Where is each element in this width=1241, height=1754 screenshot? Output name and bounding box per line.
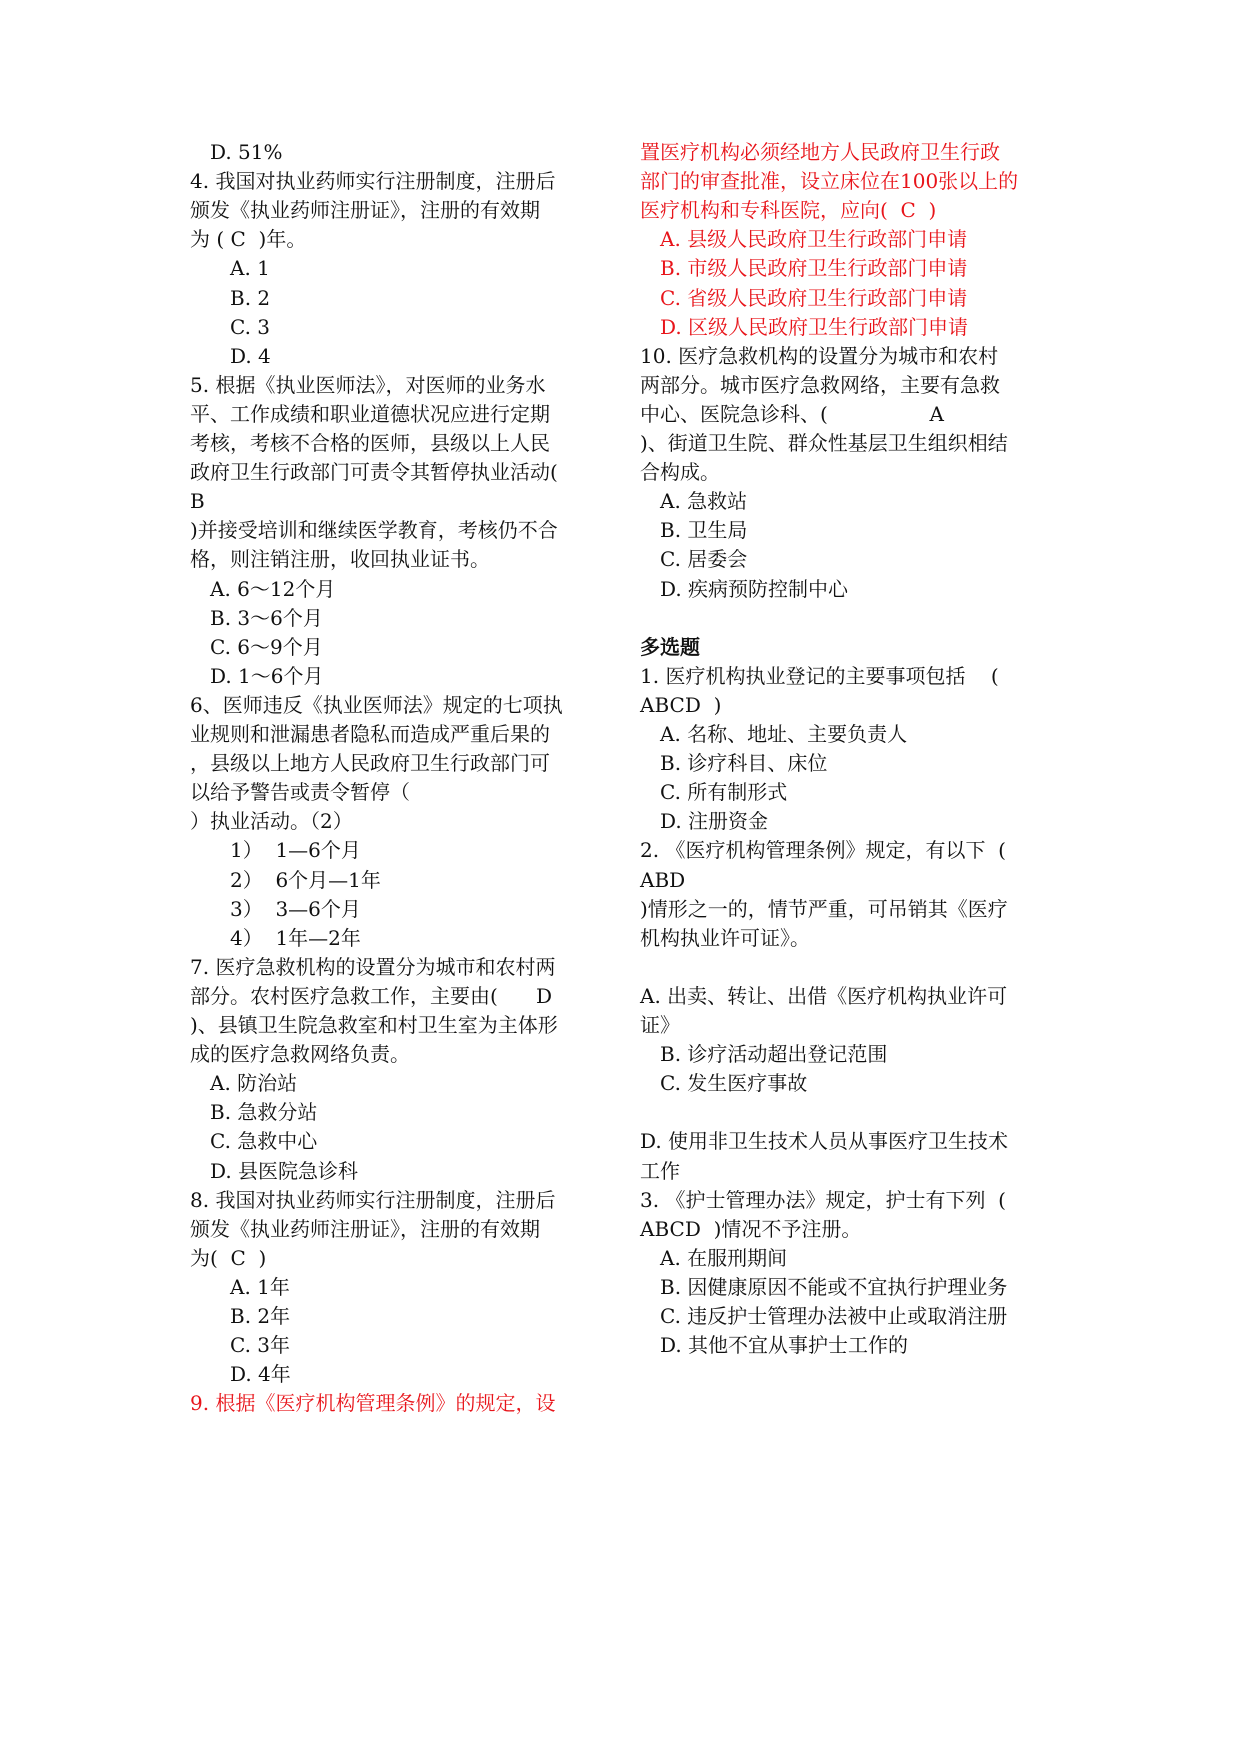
text-line: B bbox=[190, 489, 205, 514]
text-line: ）执业活动。（2） bbox=[190, 809, 353, 834]
text-line: C. 省级人民政府卫生行政部门申请 bbox=[660, 285, 968, 310]
text-line: 5. 根据《执业医师法》，对医师的业务水 bbox=[190, 372, 546, 397]
text-line: D. 1～6个月 bbox=[210, 663, 324, 688]
text-line: D. 51% bbox=[210, 140, 283, 164]
text-line: B. 市级人民政府卫生行政部门申请 bbox=[660, 256, 968, 281]
text-line: ABCD )情况不予注册。 bbox=[640, 1216, 862, 1241]
text-line: 4） 1年—2年 bbox=[230, 925, 361, 950]
text-line: 颁发《执业药师注册证》，注册的有效期 bbox=[190, 198, 540, 223]
text-line: B. 3～6个月 bbox=[210, 605, 323, 630]
text-line: C. 居委会 bbox=[660, 547, 748, 572]
text-line: C. 6～9个月 bbox=[210, 634, 323, 659]
text-line: C. 3 bbox=[230, 314, 271, 339]
text-line: A. 1年 bbox=[230, 1274, 290, 1299]
text-line: D. 4 bbox=[230, 343, 271, 368]
text-line: ABCD ) bbox=[640, 692, 722, 717]
text-line: 9. 根据《医疗机构管理条例》的规定，设 bbox=[190, 1391, 556, 1416]
text-line: 颁发《执业药师注册证》，注册的有效期 bbox=[190, 1216, 540, 1241]
text-line: D. 疾病预防控制中心 bbox=[660, 576, 849, 601]
text-line: A. 1 bbox=[230, 256, 270, 281]
text-line: A. 名称、地址、主要负责人 bbox=[660, 722, 908, 746]
text-line: B. 急救分站 bbox=[210, 1100, 318, 1125]
text-line: )并接受培训和继续医学教育，考核仍不合 bbox=[190, 518, 558, 543]
text-line: C. 违反护士管理办法被中止或取消注册 bbox=[660, 1304, 1008, 1328]
text-line: 8. 我国对执业药师实行注册制度，注册后 bbox=[190, 1187, 556, 1212]
text-line: B. 卫生局 bbox=[660, 518, 748, 543]
text-line: B. 诊疗科目、床位 bbox=[660, 751, 828, 776]
text-line: 1. 医疗机构执业登记的主要事项包括 ( bbox=[640, 663, 999, 688]
text-line: C. 3年 bbox=[230, 1333, 291, 1358]
text-line: D. 注册资金 bbox=[660, 809, 769, 834]
text-line: )、县镇卫生院急救室和村卫生室为主体形 bbox=[190, 1013, 558, 1037]
text-line: 10. 医疗急救机构的设置分为城市和农村 bbox=[640, 343, 999, 368]
text-line: ABD bbox=[640, 867, 686, 892]
text-line: 医疗机构和专科医院，应向( C ) bbox=[640, 198, 937, 223]
text-line: D. 其他不宜从事护士工作的 bbox=[660, 1333, 909, 1358]
text-line: C. 所有制形式 bbox=[660, 780, 788, 805]
text-line: 2. 《医疗机构管理条例》规定，有以下 ( bbox=[640, 838, 1006, 863]
text-line: B. 诊疗活动超出登记范围 bbox=[660, 1042, 888, 1067]
text-line: 机构执业许可证》。 bbox=[640, 925, 810, 950]
text-line: 工作 bbox=[640, 1158, 680, 1183]
text-line: 3. 《护士管理办法》规定，护士有下列 ( bbox=[640, 1187, 1006, 1212]
text-line: 政府卫生行政部门可责令其暂停执业活动( bbox=[190, 460, 558, 485]
text-line: 成的医疗急救网络负责。 bbox=[190, 1042, 410, 1067]
text-line: 中心、医院急诊科、( A bbox=[640, 401, 944, 426]
text-line: 部分。农村医疗急救工作，主要由( D bbox=[190, 983, 552, 1008]
text-line: D. 4年 bbox=[230, 1362, 291, 1387]
text-line: )情形之一的，情节严重，可吊销其《医疗 bbox=[640, 896, 1008, 921]
text-line: 格，则注销注册，收回执业证书。 bbox=[190, 547, 490, 572]
text-line: A. 急救站 bbox=[660, 489, 748, 514]
text-line: 为( C ) bbox=[190, 1245, 267, 1270]
text-line: 合构成。 bbox=[640, 460, 720, 485]
text-line: D. 县医院急诊科 bbox=[210, 1158, 359, 1183]
text-line: A. 县级人民政府卫生行政部门申请 bbox=[660, 227, 968, 252]
text-line: 2） 6个月—1年 bbox=[230, 867, 381, 892]
text-line: ，县级以上地方人民政府卫生行政部门可 bbox=[190, 751, 550, 776]
text-line: 两部分。城市医疗急救网络，主要有急救 bbox=[640, 372, 1000, 397]
text-line: B. 2 bbox=[230, 285, 271, 310]
text-line: 证》 bbox=[640, 1013, 680, 1037]
text-line: 1） 1—6个月 bbox=[230, 838, 361, 863]
text-line: B. 因健康原因不能或不宜执行护理业务 bbox=[660, 1274, 1008, 1299]
text-line: D. 使用非卫生技术人员从事医疗卫生技术 bbox=[640, 1129, 1009, 1154]
text-line: A. 6～12个月 bbox=[210, 576, 336, 601]
text-line: A. 防治站 bbox=[210, 1071, 298, 1096]
text-line: 为 ( C )年。 bbox=[190, 227, 307, 252]
text-line: 业规则和泄漏患者隐私而造成严重后果的 bbox=[190, 722, 550, 746]
section-heading: 多选题 bbox=[640, 634, 700, 659]
text-line: A. 出卖、转让、出借《医疗机构执业许可 bbox=[640, 983, 1008, 1008]
text-line: A. 在服刑期间 bbox=[660, 1245, 788, 1270]
text-line: C. 发生医疗事故 bbox=[660, 1071, 808, 1096]
text-line: 置医疗机构必须经地方人民政府卫生行政 bbox=[640, 140, 1000, 164]
text-line: D. 区级人民政府卫生行政部门申请 bbox=[660, 314, 969, 339]
text-line: 4. 我国对执业药师实行注册制度，注册后 bbox=[190, 169, 556, 194]
text-line: B. 2年 bbox=[230, 1304, 291, 1328]
text-line: )、街道卫生院、群众性基层卫生组织相结 bbox=[640, 431, 1008, 455]
text-line: 平、工作成绩和职业道德状况应进行定期 bbox=[190, 401, 550, 426]
text-line: 部门的审查批准，设立床位在100张以上的 bbox=[640, 169, 1019, 194]
text-line: 考核，考核不合格的医师，县级以上人民 bbox=[190, 431, 550, 455]
text-line: C. 急救中心 bbox=[210, 1129, 318, 1154]
text-line: 3） 3—6个月 bbox=[230, 896, 361, 921]
text-line: 7. 医疗急救机构的设置分为城市和农村两 bbox=[190, 954, 556, 979]
text-line: 6、医师违反《执业医师法》规定的七项执 bbox=[190, 692, 563, 717]
text-line: 以给予警告或责令暂停（ bbox=[190, 780, 410, 805]
